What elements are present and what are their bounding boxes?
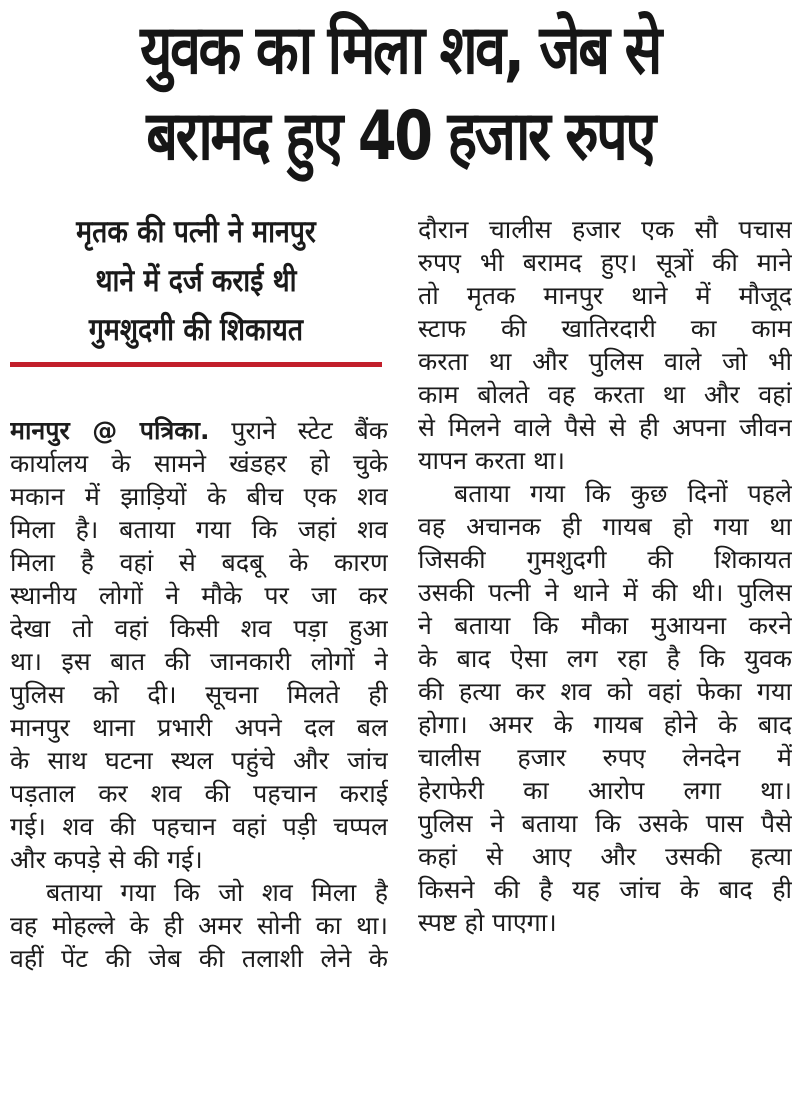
body-line: से मिलने वाले पैसे से ही अपना जीवन bbox=[418, 413, 792, 442]
body-line: तो मृतक मानपुर थाने में मौजूद bbox=[418, 281, 792, 310]
body-line: काम बोलते वह करता था और वहां bbox=[418, 380, 792, 409]
body-line: कहां से आए और उसकी हत्या bbox=[418, 842, 792, 871]
body-line bbox=[10, 414, 388, 447]
body-line: था। इस बात की जानकारी लोगों ने bbox=[10, 647, 388, 676]
headline-line-1: युवक का मिला शव, जेब से bbox=[140, 11, 660, 90]
body-line: दौरान चालीस हजार एक सौ पचास bbox=[418, 215, 792, 244]
dateline: मानपुर @ पत्रिका. bbox=[10, 416, 210, 445]
body-line: बताया गया कि कुछ दिनों पहले bbox=[454, 479, 792, 508]
body-line: चालीस हजार रुपए लेनदेन में bbox=[418, 743, 792, 772]
body-line: के साथ घटना स्थल पहुंचे और जांच bbox=[10, 746, 388, 775]
headline-line-2: बरामद हुए 40 हजार रुपए bbox=[146, 97, 654, 176]
subheadline-line-3: गुमशुदगी की शिकायत bbox=[88, 312, 304, 348]
body-line: पुलिस ने बताया कि उसके पास पैसे bbox=[418, 809, 792, 838]
body-line: के बाद ऐसा लग रहा है कि युवक bbox=[418, 644, 792, 673]
body-line: की हत्या कर शव को वहां फेका गया bbox=[418, 677, 792, 706]
body-line: स्टाफ की खातिरदारी का काम bbox=[418, 314, 792, 343]
body-line: ने बताया कि मौका मुआयना करने bbox=[418, 611, 792, 640]
subheadline-line-2: थाने में दर्ज कराई थी bbox=[95, 263, 297, 299]
subheadline-line-1: मृतक की पत्नी ने मानपुर bbox=[76, 214, 316, 250]
article-column-right bbox=[418, 213, 792, 939]
body-line: मिला है वहां से बदबू के कारण bbox=[10, 548, 388, 577]
body-line: यापन करता था। bbox=[418, 446, 566, 475]
body-line: करता था और पुलिस वाले जो भी bbox=[418, 347, 792, 376]
headline bbox=[0, 8, 800, 180]
body-line: मिला है। बताया गया कि जहां शव bbox=[10, 515, 388, 544]
body-line: मकान में झाड़ियों के बीच एक शव bbox=[10, 482, 388, 511]
body-line: रुपए भी बरामद हुए। सूत्रों की माने bbox=[418, 248, 792, 277]
body-line: गई। शव की पहचान वहां पड़ी चप्पल bbox=[10, 812, 388, 841]
body-line: देखा तो वहां किसी शव पड़ा हुआ bbox=[10, 614, 388, 643]
article-column-left bbox=[10, 414, 388, 975]
body-line: वह अचानक ही गायब हो गया था bbox=[418, 512, 792, 541]
body-line: होगा। अमर के गायब होने के बाद bbox=[418, 710, 792, 739]
body-line: किसने की है यह जांच के बाद ही bbox=[418, 875, 792, 904]
body-line: हेराफेरी का आरोप लगा था। bbox=[418, 776, 792, 805]
body-text: पुराने स्टेट बैंक bbox=[209, 416, 388, 445]
body-line: बताया गया कि जो शव मिला है bbox=[46, 878, 388, 907]
body-line: कार्यालय के सामने खंडहर हो चुके bbox=[10, 449, 388, 478]
accent-divider bbox=[10, 362, 382, 367]
body-line: जिसकी गुमशुदगी की शिकायत bbox=[418, 545, 792, 574]
subheadline bbox=[10, 208, 382, 355]
body-line: मानपुर थाना प्रभारी अपने दल बल bbox=[10, 713, 388, 742]
body-line: पुलिस को दी। सूचना मिलते ही bbox=[10, 680, 388, 709]
body-line: वह मोहल्ले के ही अमर सोनी का था। bbox=[10, 911, 388, 940]
body-line: उसकी पत्नी ने थाने में की थी। पुलिस bbox=[418, 578, 792, 607]
body-line: और कपड़े से की गई। bbox=[10, 845, 203, 874]
body-line: पड़ताल कर शव की पहचान कराई bbox=[10, 779, 388, 808]
body-line: स्पष्ट हो पाएगा। bbox=[418, 908, 557, 937]
body-line: स्थानीय लोगों ने मौके पर जा कर bbox=[10, 581, 388, 610]
body-line: वहीं पेंट की जेब की तलाशी लेने के bbox=[10, 944, 388, 973]
